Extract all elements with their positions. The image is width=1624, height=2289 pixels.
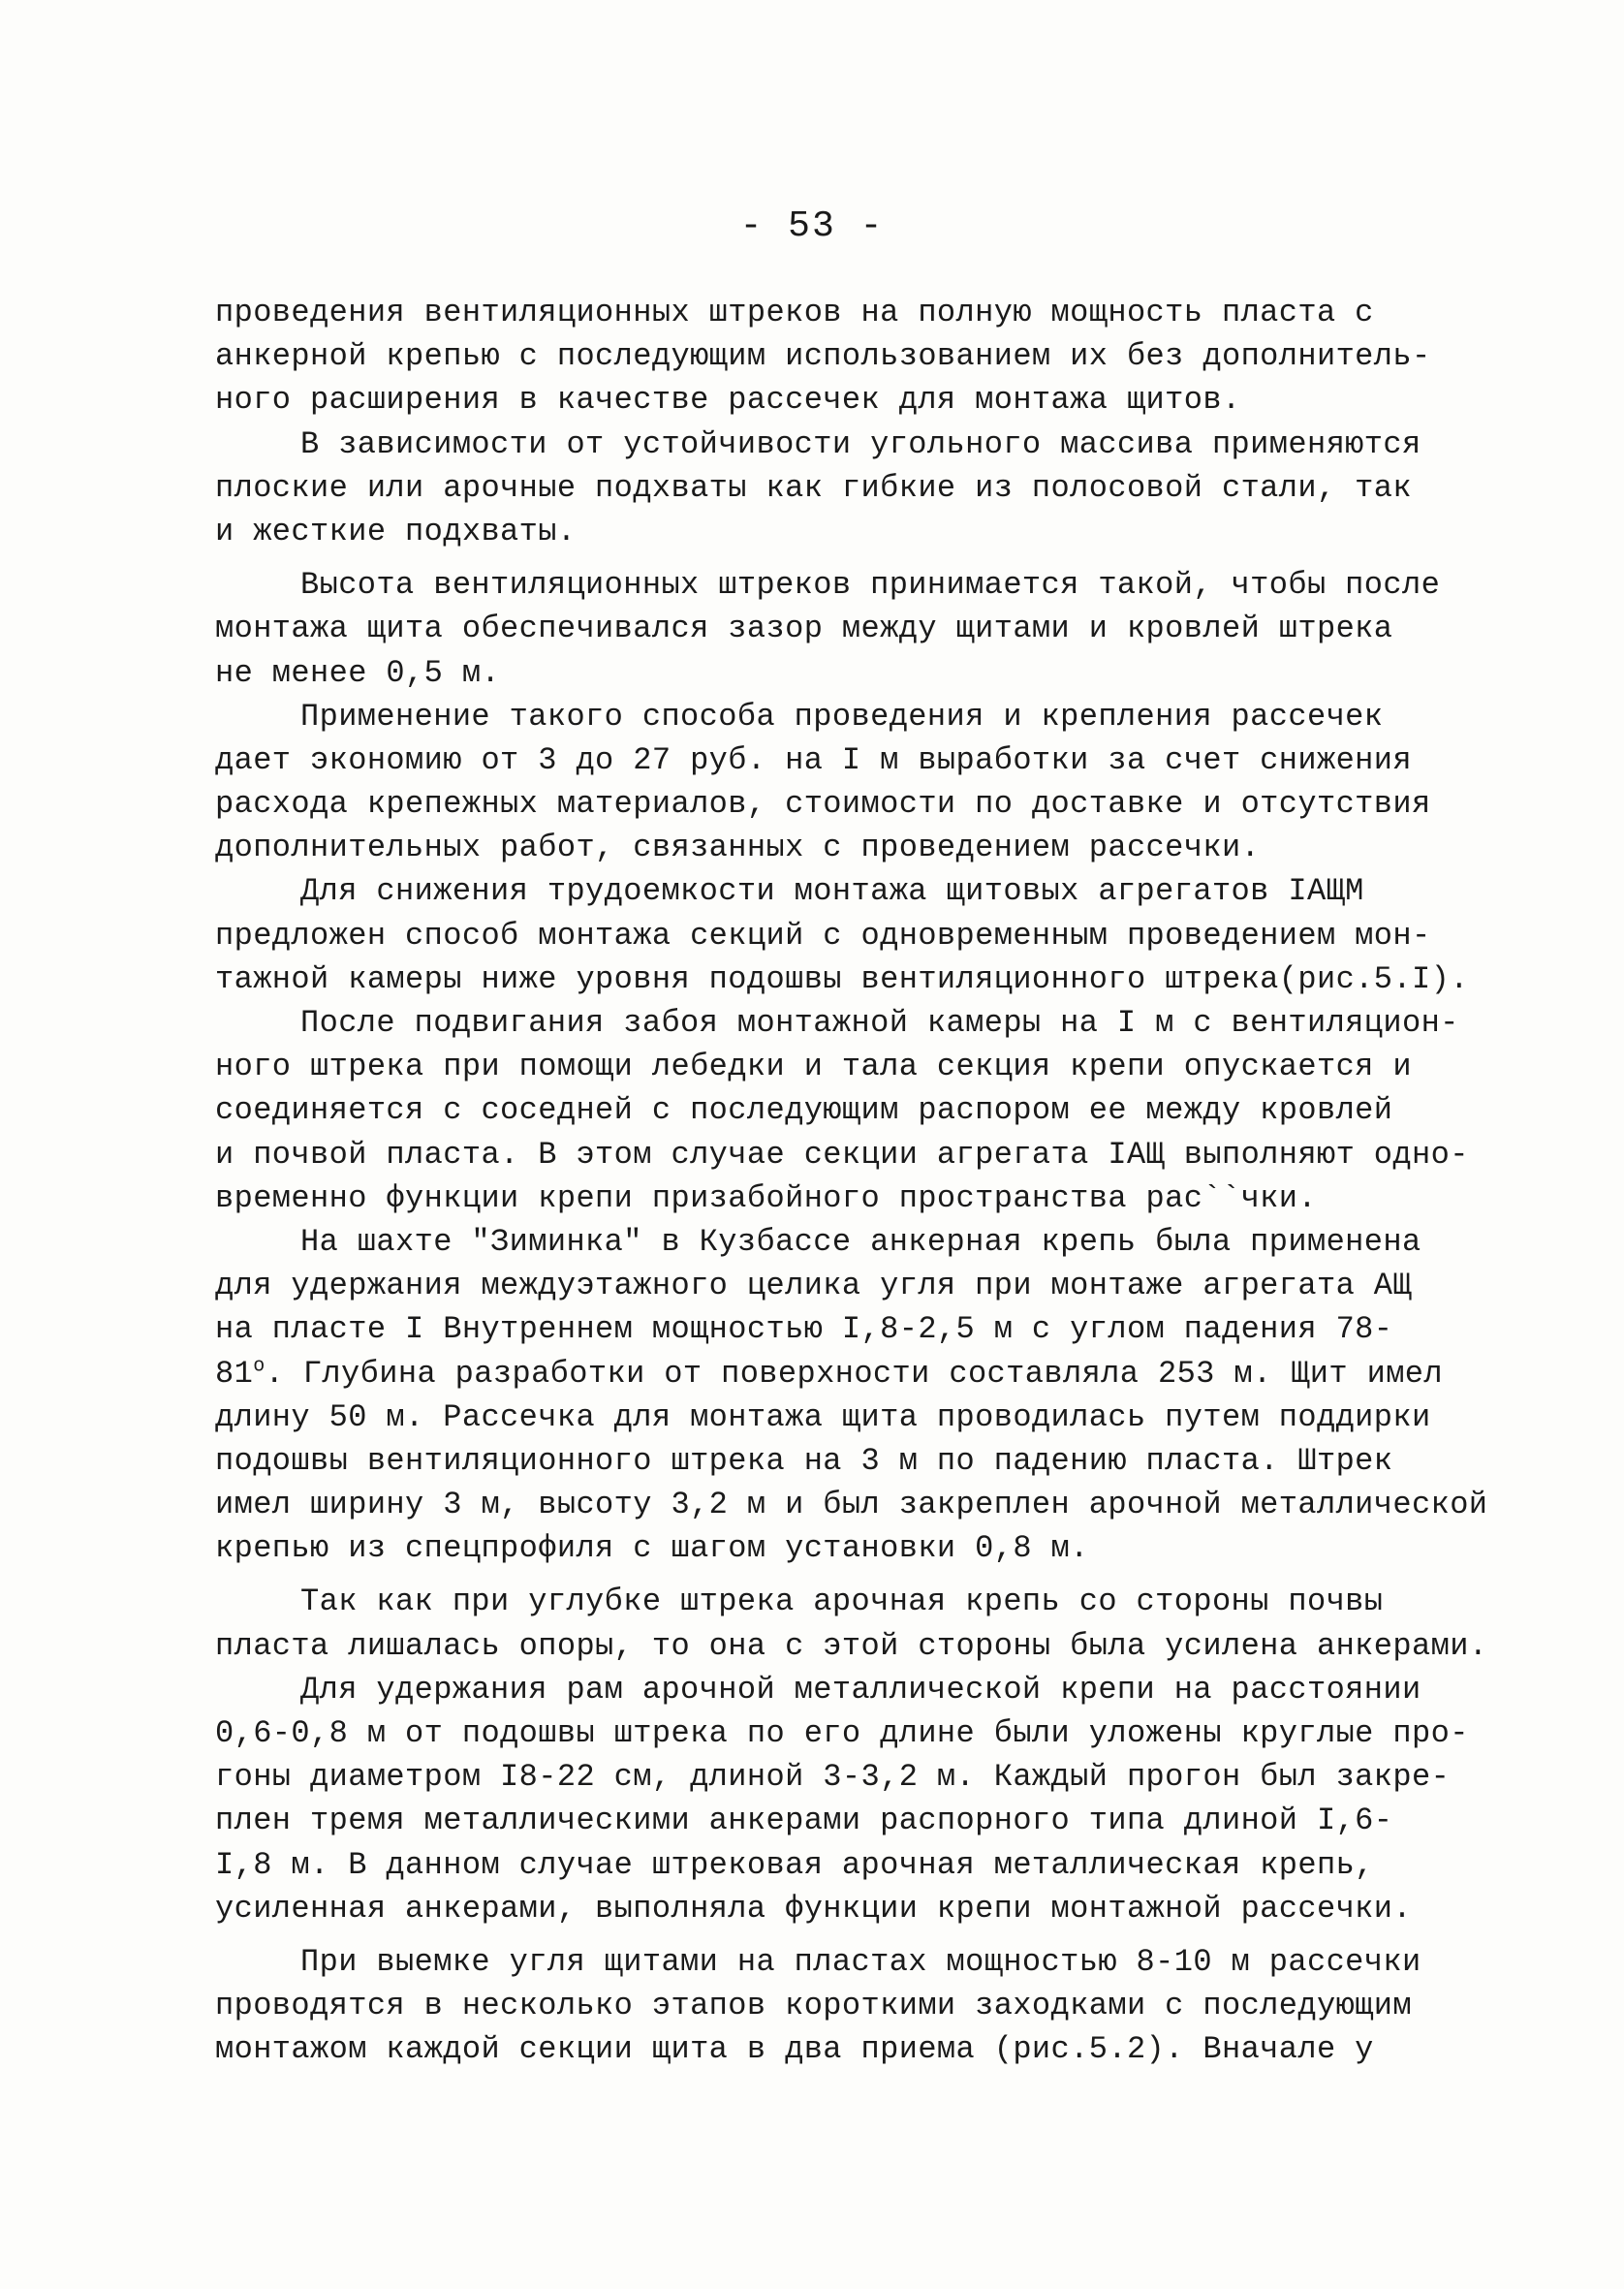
degree-superscript: о: [253, 1354, 265, 1377]
text-line: плоские или арочные подхваты как гибкие из полосовой стали, так: [215, 469, 1412, 506]
text-line: расхода крепежных материалов, стоимости по доставке и отсутствия: [215, 786, 1431, 823]
text-line: проведения вентиляционных штреков на полную мощность пласта с: [215, 295, 1374, 330]
text-line: монтажа щита обеспечивался зазор между щитами и кровлей штрека: [215, 611, 1393, 647]
paragraph-start: После подвигания забоя монтажной камеры на I м с вентиляцион-: [300, 1005, 1459, 1041]
text-line: дополнительных работ, связанных с проведением рассечки.: [215, 830, 1261, 866]
paragraph-start: Высота вентиляционных штреков принимается такой, чтобы после: [300, 567, 1441, 604]
paragraph-start: При выемке угля щитами на пластах мощностью 8-10 м рассечки: [300, 1943, 1421, 1980]
text-line: подошвы вентиляционного штрека на 3 м по падению пласта. Штрек: [215, 1442, 1393, 1479]
text-line-with-superscript: [215, 1352, 1444, 1395]
text-line: гоны диаметром I8-22 см, длиной 3-3,2 м. Каждый прогон был закре-: [215, 1759, 1451, 1796]
text-line: не менее 0,5 м.: [215, 654, 501, 691]
text-line: для удержания междуэтажного целика угля при монтаже агрегата АЩ: [215, 1268, 1412, 1304]
text-line: временно функции крепи призабойного пространства рас``чки.: [215, 1179, 1317, 1216]
text-line: ного расширения в качестве рассечек для монтажа щитов.: [215, 382, 1241, 419]
text-line: проводятся в несколько этапов короткими заходками с последующим: [215, 1988, 1412, 2024]
text-line: ного штрека при помощи лебедки и тала секция крепи опускается и: [215, 1049, 1412, 1085]
text-line: на пласте I Внутреннем мощностью I,8-2,5 м с углом падения 78-: [215, 1311, 1393, 1348]
text-line: и почвой пласта. В этом случае секции агрегата IАЩ выполняют одно-: [215, 1136, 1469, 1173]
page-number: - 53 -: [739, 205, 885, 247]
body-text: [215, 291, 1488, 2072]
text-line: I,8 м. В данном случае штрековая арочная металлическая крепь,: [215, 1846, 1374, 1883]
text-line: соединяется с соседней с последующим распором ее между кровлей: [215, 1092, 1393, 1129]
text-line: монтажом каждой секции щита в два приема (рис.5.2). Вначале у: [215, 2031, 1374, 2068]
paragraph-start: В зависимости от устойчивости угольного массива применяются: [300, 425, 1421, 462]
paragraph-start: Для удержания рам арочной металлической крепи на расстоянии: [300, 1671, 1421, 1708]
paragraph-start: Применение такого способа проведения и крепления рассечек: [300, 698, 1384, 735]
text-line: и жесткие подхваты.: [215, 513, 577, 549]
text-line: усиленная анкерами, выполняла функции крепи монтажной рассечки.: [215, 1890, 1412, 1927]
paragraph-start: Так как при углубке штрека арочная крепь со стороны почвы: [300, 1583, 1384, 1620]
text-line: имел ширину 3 м, высоту 3,2 м и был закреплен арочной металлической: [215, 1487, 1488, 1523]
text-line: пласта лишалась опоры, то она с этой стороны была усилена анкерами.: [215, 1627, 1488, 1664]
text-line: 0,6-0,8 м от подошвы штрека по его длине были уложены круглые про-: [215, 1715, 1469, 1751]
text-line: плен тремя металлическими анкерами распорного типа длиной I,6-: [215, 1803, 1393, 1839]
text-line: дает экономию от 3 до 27 руб. на I м выработки за счет снижения: [215, 741, 1412, 778]
paragraph-start: На шахте "Зиминка" в Кузбассе анкерная крепь была применена: [300, 1223, 1421, 1260]
degree-value: 81: [215, 1355, 254, 1392]
line-continuation: . Глубина разработки от поверхности составляла 253 м. Щит имел: [265, 1355, 1444, 1392]
text-line: тажной камеры ниже уровня подошвы вентиляционного штрека(рис.5.I).: [215, 960, 1469, 997]
text-line: крепью из спецпрофиля с шагом установки 0,8 м.: [215, 1530, 1089, 1567]
text-line: длину 50 м. Рассечка для монтажа щита проводилась путем поддирки: [215, 1398, 1431, 1435]
paragraph-start: Для снижения трудоемкости монтажа щитовых агрегатов IАЩМ: [300, 873, 1364, 910]
text-line: предложен способ монтажа секций с одновременным проведением мон-: [215, 917, 1431, 954]
text-line: анкерной крепью с последующим использованием их без дополнитель-: [215, 338, 1431, 375]
